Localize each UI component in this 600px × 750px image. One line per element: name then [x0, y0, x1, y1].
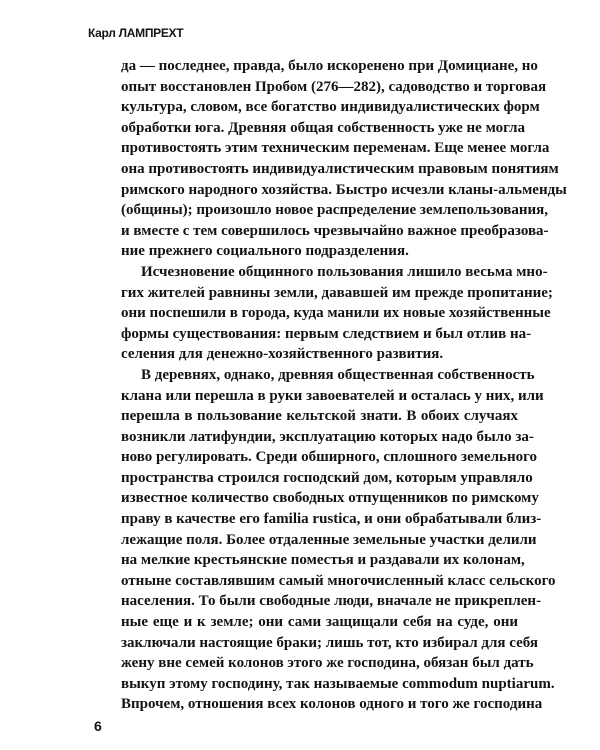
text-line: (общины); произошло новое распределение землепользования, — [121, 202, 549, 219]
text-line: заключали настоящие браки; лишь тот, кто избирал для себя — [121, 634, 539, 651]
text-line: культура, словом, все богатство индивидуалистических форм — [121, 99, 540, 116]
text-line: она противостоять индивидуалистическим правовым понятиям — [121, 160, 559, 177]
text-line: ные еще и к земле; они сами защищали себя на суде, они — [121, 614, 518, 631]
text-line: выкуп этому господину, так называемые commodum nuptiarum. — [121, 675, 555, 692]
text-line: селения для денежно-хозяйственного развития. — [121, 346, 444, 363]
text-line: формы существования: первым следствием и был отлив на- — [121, 325, 532, 342]
text-line: клана или перешла в руки завоевателей и осталась у них, или — [121, 387, 544, 404]
text-line: праву в качестве его familia rustica, и они обрабатывали близ- — [121, 511, 542, 528]
text-line: лежащие поля. Более отдаленные земельные участки делили — [121, 531, 537, 548]
text-line: известное количество свободных отпущенников по римскому — [121, 490, 539, 507]
text-line: противостоять этим техническим переменам. Еще менее могла — [121, 140, 550, 157]
text-line: населения. То были свободные люди, вначале не прикреплен- — [121, 593, 542, 610]
text-line: обработки юга. Древняя общая собственность уже не могла — [121, 119, 526, 136]
paragraph — [121, 262, 553, 365]
text-line: они поспешили в города, куда манили их новые хозяйственные — [121, 305, 551, 322]
text-line: отныне составлявшим самый многочисленный класс сельского — [121, 572, 556, 589]
page-number: 6 — [94, 718, 102, 734]
text-line: Исчезновение общинного пользования лишило весьма мно- — [141, 263, 548, 280]
text-line: опыт восстановлен Пробом (276—282), садоводство и торговая — [121, 78, 547, 95]
text-line: ново регулировать. Среди обширного, сплошного земельного — [121, 449, 538, 466]
text-line: и вместе с тем совершилось чрезвычайно важное преобразова- — [121, 222, 549, 239]
text-line: римского народного хозяйства. Быстро исчезли кланы-альменды — [121, 181, 567, 198]
paragraph — [121, 56, 567, 262]
text-line: да — последнее, правда, было искоренено при Домициане, но — [121, 58, 538, 74]
text-line: возникли латифундии, эксплуатацию которых надо было за- — [121, 428, 534, 445]
text-line: на мелкие крестьянские поместья и раздавали их колонам, — [121, 552, 525, 569]
text-line: Впрочем, отношения всех колонов одного и того же господина — [121, 696, 543, 713]
text-line: перешла в пользование кельтской знати. В обоих случаях — [121, 408, 518, 425]
text-line: жену вне семей колонов этого же господина, обязан был дать — [121, 655, 534, 672]
paragraph — [121, 365, 556, 715]
running-head: Карл ЛАМПРЕХТ — [88, 26, 184, 40]
text-line: ние прежнего социального подразделения. — [121, 243, 409, 260]
text-line: В деревнях, однако, древняя общественная собственность — [141, 366, 535, 383]
text-line: пространства строился господский дом, которым управляло — [121, 469, 533, 486]
text-line: гих жителей равнины земли, дававшей им прежде пропитание; — [121, 284, 553, 301]
body-text — [121, 56, 567, 715]
